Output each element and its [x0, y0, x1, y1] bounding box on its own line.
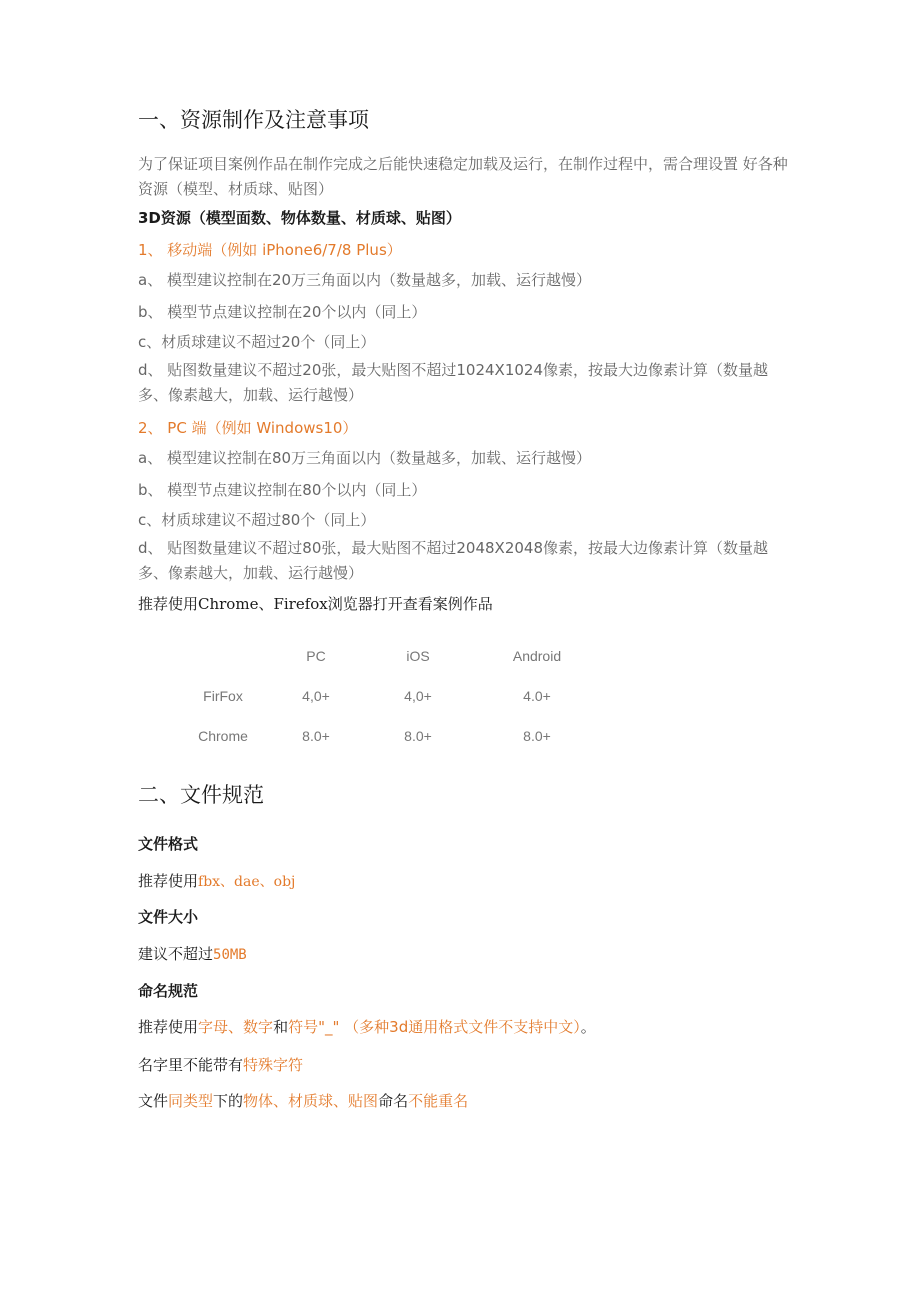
naming-rule-1-highlight: 数字	[243, 1018, 274, 1036]
file-size-prefix: 建议不超过	[138, 945, 214, 963]
naming-rule-1-highlight: 符号"_" （多种3d通用格式文件不支持中文）	[288, 1018, 581, 1036]
naming-rule-1	[138, 1016, 596, 1037]
table-header-cell: Android	[512, 648, 562, 664]
naming-label: 命名规范	[138, 982, 199, 1000]
file-size-line	[138, 943, 247, 964]
table-row	[180, 676, 604, 716]
pc-item-c: c、材质球建议不超过80个（同上）	[138, 511, 376, 529]
naming-rule-1-text: 和	[273, 1018, 289, 1036]
table-header-cell: iOS	[406, 648, 430, 664]
table-header-row	[180, 636, 604, 676]
intro-paragraph: 为了保证项目案例作品在制作完成之后能快速稳定加载及运行，在制作过程中，需合理设置 好各种资源（模型、材质球、贴图）	[138, 155, 788, 198]
naming-rule-1-text: 、	[228, 1018, 244, 1036]
naming-rule-1-text: 。	[580, 1018, 596, 1036]
naming-rule-3-highlight: 不能重名	[408, 1092, 469, 1110]
naming-rule-3-text: 命名	[378, 1092, 409, 1110]
naming-rule-3-highlight: 物体、材质球、贴图	[243, 1092, 379, 1110]
browser-compat-table	[180, 636, 604, 756]
file-format-value: fbx、dae、obj	[198, 874, 296, 890]
table-cell: 4,0+	[302, 688, 330, 704]
browser-note: 推荐使用Chrome、Firefox浏览器打开查看案例作品	[138, 595, 493, 613]
naming-rule-3-highlight: 同类型	[168, 1092, 214, 1110]
naming-rule-3-text: 文件	[138, 1092, 169, 1110]
naming-rule-1-highlight: 字母	[198, 1018, 229, 1036]
table-cell: 8.0+	[404, 728, 432, 744]
file-size-label: 文件大小	[138, 908, 199, 926]
table-cell: Chrome	[198, 728, 248, 744]
table-cell: 8.0+	[523, 728, 551, 744]
table-header-cell	[180, 636, 266, 676]
table-cell: 8.0+	[302, 728, 330, 744]
naming-rule-2-text: 名字里不能带有	[138, 1056, 244, 1074]
naming-rule-3	[138, 1090, 468, 1111]
naming-rule-2	[138, 1054, 303, 1075]
section-title-resources: 一、资源制作及注意事项	[138, 108, 369, 132]
pc-item-a: a、 模型建议控制在80万三角面以内（数量越多，加载、运行越慢）	[138, 449, 592, 467]
table-cell: 4.0+	[523, 688, 551, 704]
naming-rule-3-text: 下的	[213, 1092, 244, 1110]
subtitle-3d-resources: 3D资源（模型面数、物体数量、材质球、贴图）	[138, 209, 461, 227]
naming-rule-1-text: 推荐使用	[138, 1018, 199, 1036]
mobile-item-a: a、 模型建议控制在20万三角面以内（数量越多，加载、运行越慢）	[138, 271, 592, 289]
file-size-value: 50MB	[213, 947, 247, 963]
table-cell: FirFox	[203, 688, 243, 704]
file-format-prefix: 推荐使用	[138, 872, 199, 890]
mobile-item-c: c、材质球建议不超过20个（同上）	[138, 333, 376, 351]
pc-item-b: b、 模型节点建议控制在80个以内（同上）	[138, 481, 427, 499]
mobile-item-d: d、 贴图数量建议不超过20张，最大贴图不超过1024X1024像素，按最大边像素计算（数量越多、像素越大，加载、运行越慢）	[138, 361, 769, 404]
table-row	[180, 716, 604, 756]
table-header-cell: PC	[306, 648, 326, 664]
table-cell: 4,0+	[404, 688, 432, 704]
mobile-item-b: b、 模型节点建议控制在20个以内（同上）	[138, 303, 427, 321]
pc-heading: 2、 PC 端（例如 Windows10）	[138, 419, 358, 437]
file-format-label: 文件格式	[138, 835, 199, 853]
pc-item-d: d、 贴图数量建议不超过80张，最大贴图不超过2048X2048像素，按最大边像素计算（数量越多、像素越大，加载、运行越慢）	[138, 539, 769, 582]
file-format-line	[138, 870, 295, 891]
mobile-heading: 1、 移动端（例如 iPhone6/7/8 Plus）	[138, 241, 402, 259]
section-title-file-spec: 二、文件规范	[138, 783, 264, 807]
naming-rule-2-highlight: 特殊字符	[243, 1056, 304, 1074]
